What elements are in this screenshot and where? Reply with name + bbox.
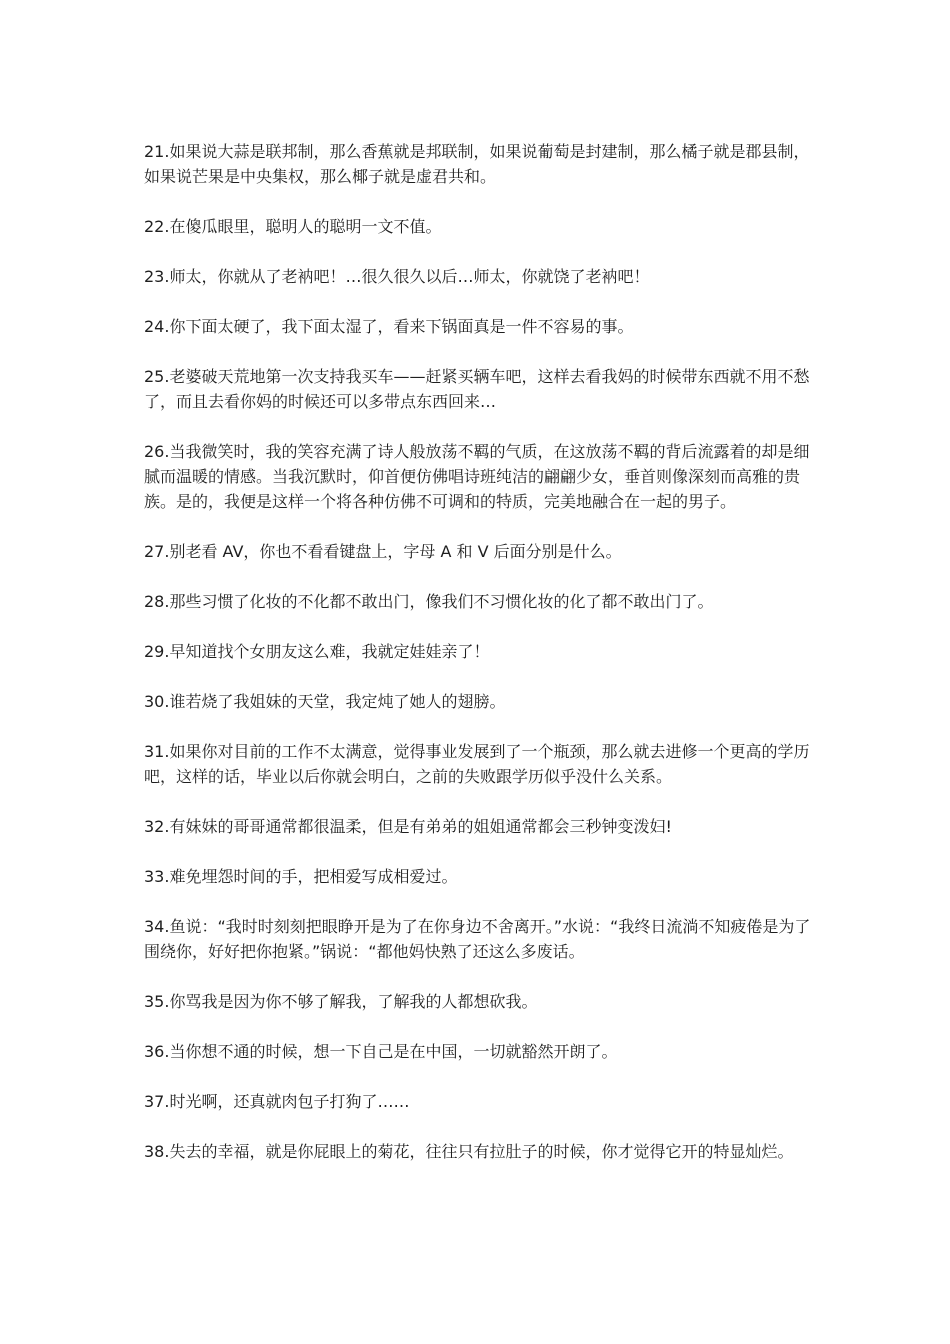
paragraph-28: 28.那些习惯了化妆的不化都不敢出门，像我们不习惯化妆的化了都不敢出门了。 [144, 592, 714, 611]
paragraph-25: 25.老婆破天荒地第一次支持我买车——赶紧买辆车吧，这样去看我妈的时候带东西就不用不愁了，而且去看你妈的时候还可以多带点东西回来… [144, 367, 810, 411]
paragraph-30: 30.谁若烧了我姐妹的天堂，我定炖了她人的翅膀。 [144, 692, 506, 711]
paragraph-32: 32.有妹妹的哥哥通常都很温柔，但是有弟弟的姐姐通常都会三秒钟变泼妇! [144, 817, 672, 836]
paragraph-24: 24.你下面太硬了，我下面太湿了，看来下锅面真是一件不容易的事。 [144, 317, 634, 336]
paragraph-22: 22.在傻瓜眼里，聪明人的聪明一文不值。 [144, 217, 442, 236]
paragraph-34: 34.鱼说：“我时时刻刻把眼睁开是为了在你身边不舍离开。”水说：“我终日流淌不知疲倦是为了围绕你，好好把你抱紧。”锅说：“都他妈快熟了还这么多废话。 [144, 917, 811, 961]
paragraph-38: 38.失去的幸福，就是你屁眼上的菊花，往往只有拉肚子的时候，你才觉得它开的特显灿烂。 [144, 1142, 794, 1161]
paragraph-36: 36.当你想不通的时候，想一下自己是在中国，一切就豁然开朗了。 [144, 1042, 618, 1061]
paragraph-27: 27.别老看 AV，你也不看看键盘上，字母 A 和 V 后面分别是什么。 [144, 542, 622, 561]
paragraph-29: 29.早知道找个女朋友这么难，我就定娃娃亲了！ [144, 642, 490, 661]
paragraph-33: 33.难免埋怨时间的手，把相爱写成相爱过。 [144, 867, 458, 886]
document-body [144, 139, 824, 1189]
paragraph-23: 23.师太，你就从了老衲吧！…很久很久以后…师太，你就饶了老衲吧！ [144, 267, 650, 286]
paragraph-35: 35.你骂我是因为你不够了解我，了解我的人都想砍我。 [144, 992, 538, 1011]
paragraph-26: 26.当我微笑时，我的笑容充满了诗人般放荡不羁的气质，在这放荡不羁的背后流露着的却是细腻而温暖的情感。当我沉默时，仰首便仿佛唱诗班纯洁的翩翩少女，垂首则像深刻而高雅的贵族。是的，我便是这样一个将各种仿佛不可调和的特质，完美地融合在一起的男子。 [144, 442, 810, 511]
paragraph-37: 37.时光啊，还真就肉包子打狗了…… [144, 1092, 410, 1111]
paragraph-31: 31.如果你对目前的工作不太满意，觉得事业发展到了一个瓶颈，那么就去进修一个更高的学历吧，这样的话，毕业以后你就会明白，之前的失败跟学历似乎没什么关系。 [144, 742, 810, 786]
paragraph-21: 21.如果说大蒜是联邦制，那么香蕉就是邦联制，如果说葡萄是封建制，那么橘子就是郡县制，如果说芒果是中央集权，那么椰子就是虚君共和。 [144, 142, 810, 186]
